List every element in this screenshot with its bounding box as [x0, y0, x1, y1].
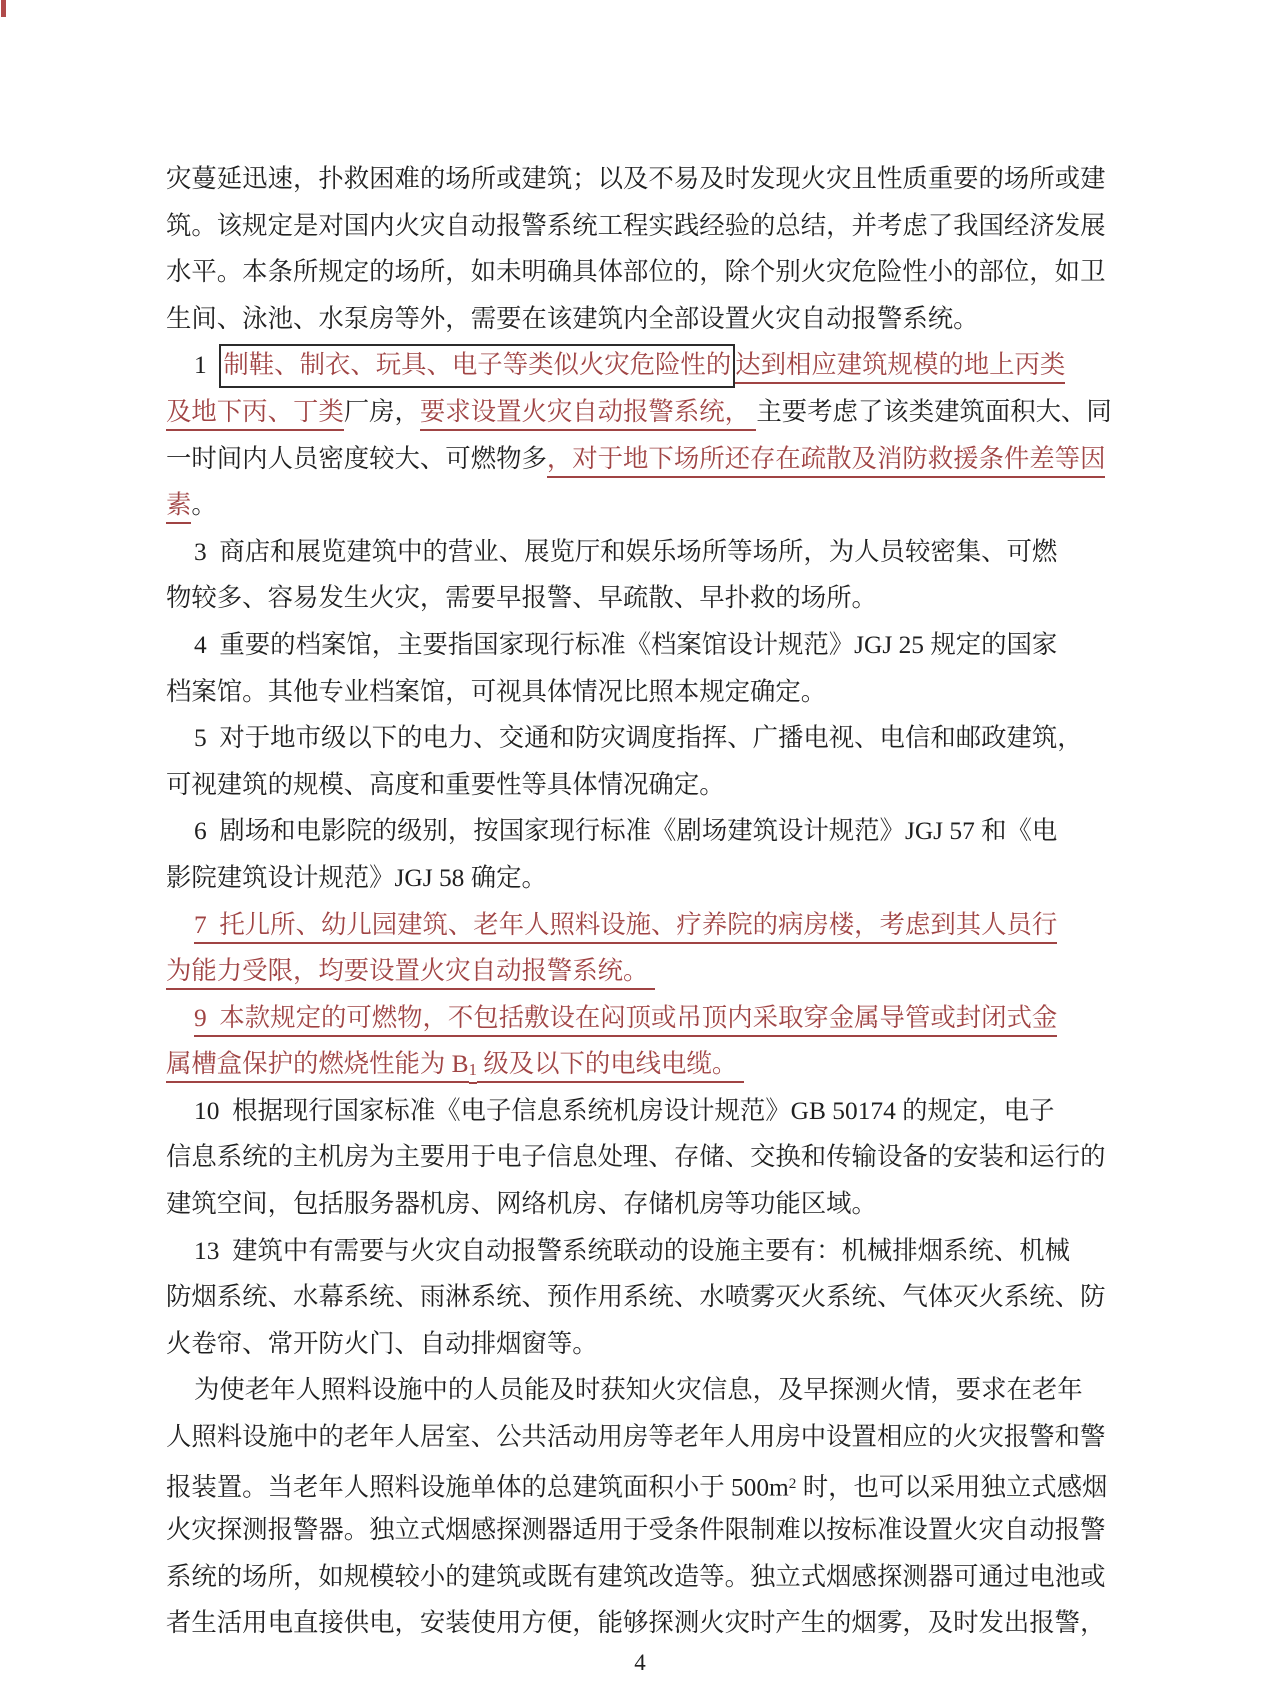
text-line [166, 1600, 1122, 1647]
text-line [166, 1274, 1122, 1321]
text-line [166, 1367, 1122, 1414]
text-line [166, 296, 1122, 343]
body-text: 筑。该规定是对国内火灾自动报警系统工程实践经验的总结，并考虑了我国经济发展 [166, 211, 1106, 240]
text-line [166, 342, 1122, 389]
text-line [166, 529, 1122, 576]
text-line [166, 482, 1122, 529]
revision-text: 属槽盒保护的燃烧性能为 B [166, 1050, 469, 1083]
text-line [166, 715, 1122, 762]
text-line [166, 1507, 1122, 1554]
text-line [166, 203, 1122, 250]
text-line [166, 1181, 1122, 1228]
body-text: 5 对于地市级以下的电力、交通和防灾调度指挥、广播电视、电信和邮政建筑， [194, 724, 1083, 753]
revision-text: 要求设置火灾自动报警系统， [420, 398, 756, 431]
text-line [166, 436, 1122, 483]
body-text: 信息系统的主机房为主要用于电子信息处理、存储、交换和传输设备的安装和运行的 [166, 1143, 1106, 1172]
body-text: 人照料设施中的老年人居室、公共活动用房等老年人用房中设置相应的火灾报警和警 [166, 1423, 1106, 1452]
body-text: 时，也可以采用独立式感烟 [796, 1473, 1108, 1502]
body-text: 13 建筑中有需要与火灾自动报警系统联动的设施主要有：机械排烟系统、机械 [194, 1236, 1070, 1265]
body-text: 火卷帘、常开防火门、自动排烟窗等。 [166, 1329, 598, 1358]
text-line [166, 249, 1122, 296]
text-line [166, 389, 1122, 436]
revision-text: 级及以下的电线电缆。 [477, 1050, 744, 1083]
page-number: 4 [634, 1650, 646, 1675]
body-text: 灾蔓延迅速，扑救困难的场所或建筑；以及不易及时发现火灾且性质重要的场所或建 [166, 165, 1106, 193]
text-line [166, 1228, 1122, 1275]
revision-text: 素 [166, 491, 191, 524]
document-body [166, 156, 1122, 1647]
text-line [166, 669, 1122, 716]
body-text: 者生活用电直接供电，安装使用方便，能够探测火灾时产生的烟雾，及时发出报警， [166, 1609, 1106, 1638]
body-text: 10 根据现行国家标准《电子信息系统机房设计规范》GB 50174 的规定，电子 [194, 1096, 1055, 1125]
body-text: 影院建筑设计规范》JGJ 58 确定。 [166, 863, 547, 892]
body-text: 为使老年人照料设施中的人员能及时获知火灾信息，及早探测火情，要求在老年 [194, 1376, 1083, 1405]
text-line [166, 1461, 1122, 1508]
text-line [166, 995, 1122, 1042]
body-text: 火灾探测报警器。独立式烟感探测器适用于受条件限制难以按标准设置火灾自动报警 [166, 1516, 1106, 1545]
revision-text: ，对于地下场所还存在疏散及消防救援条件差等因 [547, 445, 1106, 478]
body-text: 厂房， [343, 397, 420, 426]
body-text: 可视建筑的规模、高度和重要性等具体情况确定。 [166, 770, 725, 799]
body-text: 3 商店和展览建筑中的营业、展览厅和娱乐场所等场所，为人员较密集、可燃 [194, 537, 1058, 566]
revision-text: 9 本款规定的可燃物，不包括敷设在闷顶或吊顶内采取穿金属导管或封闭式金 [194, 1004, 1057, 1037]
body-text: 生间、泳池、水泵房等外，需要在该建筑内全部设置火灾自动报警系统。 [166, 304, 979, 333]
revision-text: 1 [469, 1060, 477, 1084]
text-line [166, 948, 1122, 995]
text-line [166, 622, 1122, 669]
text-line [166, 808, 1122, 855]
text-line [166, 1134, 1122, 1181]
body-text: 4 重要的档案馆，主要指国家现行标准《档案馆设计规范》JGJ 25 规定的国家 [194, 630, 1058, 659]
revision-text: 达到相应建筑规模的地上丙类 [735, 351, 1065, 384]
body-text: 档案馆。其他专业档案馆，可视具体情况比照本规定确定。 [166, 677, 827, 706]
body-text: 系统的场所，如规模较小的建筑或既有建筑改造等。独立式烟感探测器可通过电池或 [166, 1562, 1106, 1591]
body-text: 一时间内人员密度较大、可燃物多 [166, 444, 547, 473]
body-text: 6 剧场和电影院的级别，按国家现行标准《剧场建筑设计规范》JGJ 57 和《电 [194, 817, 1058, 846]
body-text: 1 [194, 351, 220, 380]
body-text: 报装置。当老年人照料设施单体的总建筑面积小于 500m [166, 1473, 789, 1502]
text-line [166, 1321, 1122, 1368]
body-text: 防烟系统、水幕系统、雨淋系统、预作用系统、水喷雾灭火系统、气体灭火系统、防 [166, 1283, 1106, 1312]
text-line [166, 902, 1122, 949]
text-line [166, 855, 1122, 902]
body-text: 建筑空间，包括服务器机房、网络机房、存储机房等功能区域。 [166, 1190, 877, 1219]
body-text: 水平。本条所规定的场所，如未明确具体部位的，除个别火灾危险性小的部位，如卫 [166, 258, 1106, 287]
text-line [166, 1088, 1122, 1135]
text-line [166, 762, 1122, 809]
body-text: 。 [191, 491, 217, 520]
text-line [166, 1554, 1122, 1601]
body-text: 2 [788, 1474, 797, 1492]
text-line [166, 1041, 1122, 1088]
body-text: 物较多、容易发生火灾，需要早报警、早疏散、早扑救的场所。 [166, 584, 877, 613]
revision-text: 7 托儿所、幼儿园建筑、老年人照料设施、疗养院的病房楼，考虑到其人员行 [194, 911, 1057, 944]
text-line [166, 1414, 1122, 1461]
revision-text: 为能力受限，均要设置火灾自动报警系统。 [166, 957, 655, 990]
revision-text: 及地下丙、丁类 [166, 398, 344, 431]
boxed-revision-text: 制鞋、制衣、玩具、电子等类似火灾危险性的 [219, 344, 735, 388]
scan-artifact-mark [1, 0, 6, 17]
body-text: 主要考虑了该类建筑面积大、同 [756, 397, 1112, 426]
text-line [166, 575, 1122, 622]
text-line [166, 156, 1122, 203]
